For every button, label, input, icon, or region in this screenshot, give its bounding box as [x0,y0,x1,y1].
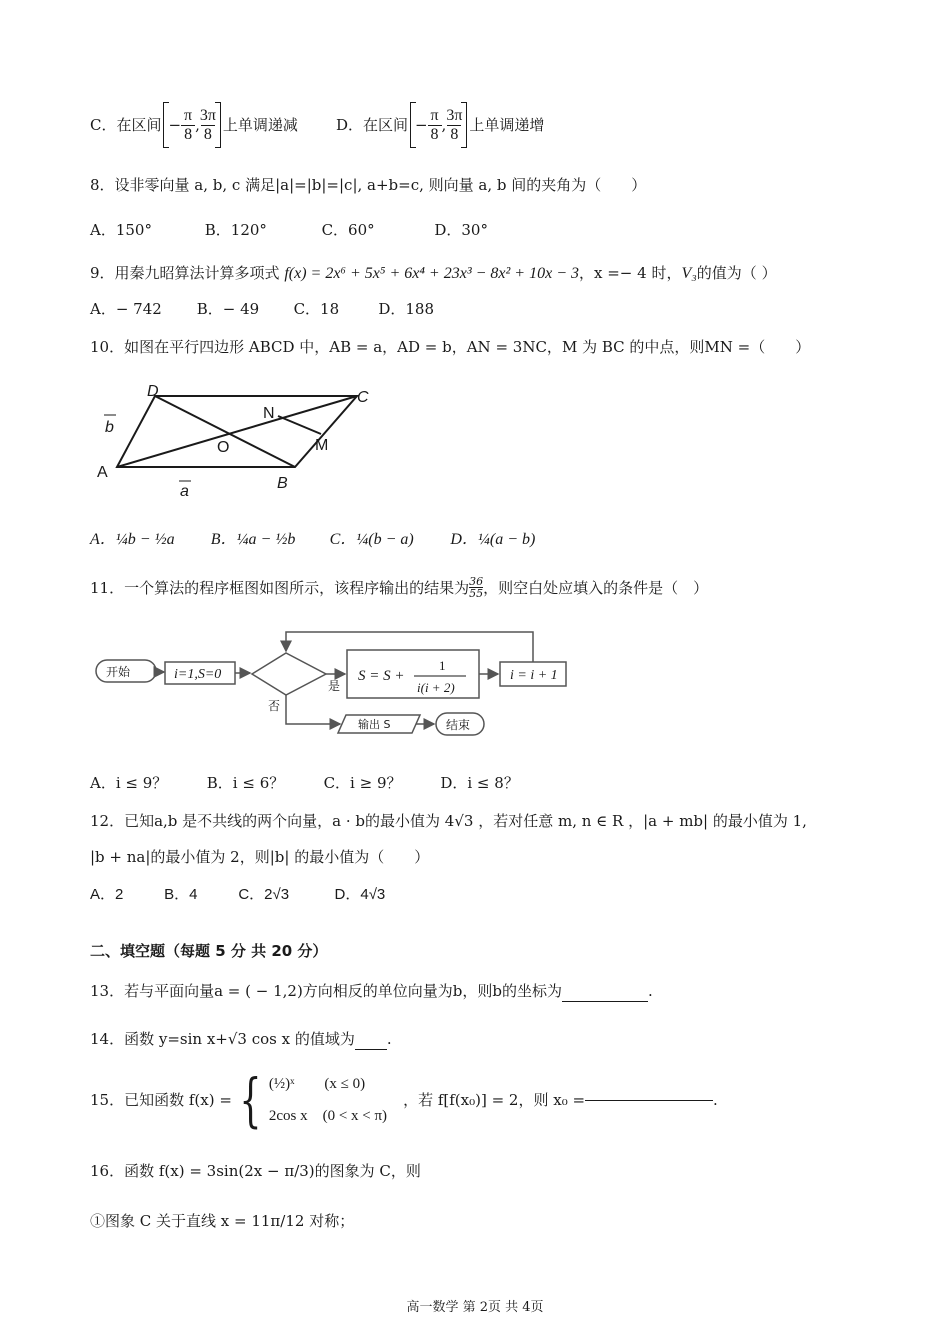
q15-stem: 15．已知函数 f(x) = { (½)ˣ (x ≤ 0) 2cos x (0 < x < π) ，若 f[f(x₀)] = 2，则 x₀ = . [90,1066,718,1134]
segment-nm [278,416,321,434]
q10-option-d: D．¼(a − b) [450,531,536,548]
q12-option-d: D．4√3 [334,886,386,903]
q10-options [90,528,535,551]
label-c: C [357,389,369,406]
q14-stem: 14．函数 y=sin x+√3 cos x 的值域为 . [90,1030,392,1048]
q15-piecewise-function: { (½)ˣ (x ≤ 0) 2cos x (0 < x < π) [239,1066,388,1134]
page-footer: 高一数学 第 2页 共 4页 [406,1300,544,1315]
label-o: O [217,439,230,456]
q7-options [90,100,544,150]
flow-no-label: 否 [268,699,281,713]
q13-answer-blank[interactable] [562,1001,648,1002]
label-d: D [147,383,159,400]
q8-option-d: D．30° [434,221,488,239]
section-fill-in-title: 二、填空题（每题 5 分 共 20 分） [90,942,328,960]
q7-interval-c: − $\frac{\pi}{8}$ , 3π 8 [163,102,220,148]
q13-stem: 13．若与平面向量a = ( − 1,2)方向相反的单位向量为b，则b的坐标为 . [90,982,653,1000]
q10-parallelogram-figure [95,382,385,502]
q9-option-c: C．18 [293,300,340,318]
label-vec-b: b [105,419,114,436]
q11-option-b: B．i ≤ 6？ [206,774,285,792]
flow-assign-denominator: i(i + 2) [417,680,455,695]
label-a: A [97,464,108,481]
q11-option-d: D．i ≤ 8？ [440,774,519,792]
flow-yes-label: 是 [328,679,341,693]
label-m: M [315,437,329,454]
q15-piece-2: 2cos x (0 < x < π) [268,1108,388,1124]
q8-option-c: C．60° [321,221,375,239]
q9-option-a: A．− 742 [90,300,162,318]
flow-assign-numerator: 1 [439,658,446,673]
q9-option-b: B．− 49 [196,300,260,318]
flow-assign-label: S = S + [358,668,405,684]
flow-output-label: 输出 S [358,718,391,731]
q11-option-c: C．i ≥ 9？ [323,774,402,792]
q11-stem: 11．一个算法的程序框图如图所示，该程序输出的结果为 $\frac{36}{55}$ ，则空白处应填入的条件是（ ） [90,575,709,600]
q16-item-1: ①图象 C 关于直线 x = 11π/12 对称； [90,1212,355,1230]
q14-answer-blank[interactable] [355,1049,387,1050]
q7-option-c: C．在区间 − $\frac{\pi}{8}$ , 3π 8 上单调递减 [90,102,298,148]
label-b: B [277,475,288,492]
q11-options [90,772,519,794]
q8-stem: 8．设非零向量 a, b, c 满足|a|=|b|=|c|, a+b=c, 则向量 a, b 间的夹角为（ ） [90,176,647,194]
flow-increment-label: i = i + 1 [510,668,558,683]
q9-polynomial: f(x) = 2x⁶ + 5x⁵ + 6x⁴ + 23x³ − 8x² + 10x − 3 [284,265,579,282]
q9-option-d: D．188 [378,300,435,318]
label-n: N [263,405,275,422]
q12-option-b: B．4 [164,886,198,903]
q16-stem: 16．函数 f(x) = 3sin(2x − π/3)的图象为 C，则 [90,1162,421,1180]
q8-option-a: A．150° [90,221,152,239]
q8-options [90,219,488,241]
q10-option-b: B．¼a − ½b [210,531,296,548]
flow-init-label: i=1,S=0 [174,667,222,682]
q10-option-c: C．¼(b − a) [329,531,414,548]
q11-flowchart [90,628,570,748]
q15-piece-1: (½)ˣ (x ≤ 0) [268,1076,366,1092]
q7-option-d: D．在区间 − $\frac{\pi}{8}$ , 3π 8 上单调递增 [336,102,544,148]
q9-stem: 9．用秦九昭算法计算多项式 f(x) = 2x⁶ + 5x⁵ + 6x⁴ + 23x³ − 8x² + 10x − 3，x =− 4 时，V₃的值为（ ） [90,264,777,282]
q7-interval-d: − $\frac{\pi}{8}$ , 3π 8 [410,102,467,148]
q9-options [90,298,434,320]
q15-answer-blank[interactable] [585,1100,713,1101]
q12-options [90,884,385,906]
q11-result-fraction: $\frac{36}{55}$ [469,575,484,600]
q12-stem-line2: |b + na|的最小值为 2，则|b| 的最小值为（ ） [90,848,430,866]
q11-option-a: A．i ≤ 9？ [90,774,168,792]
diagonal-ac [117,396,357,467]
flow-end-label: 结束 [446,718,471,732]
q10-stem: 10．如图在平行四边形 ABCD 中，AB = a，AD = b，AN = 3NC，M 为 BC 的中点，则MN =（ ） [90,338,811,356]
q12-option-c: C．2√3 [238,886,290,903]
q8-option-b: B．120° [204,221,267,239]
flow-decision [252,653,326,695]
label-vec-a: a [180,483,189,500]
flow-start-label: 开始 [106,665,131,679]
q12-option-a: A．2 [90,886,124,903]
q12-stem-line1: 12．已知a,b 是不共线的两个向量，a · b的最小值为 4√3 ，若对任意 m, n ∈ R ，|a + mb| 的最小值为 1, [90,812,807,830]
q10-option-a: A．¼b − ½a [90,531,175,548]
